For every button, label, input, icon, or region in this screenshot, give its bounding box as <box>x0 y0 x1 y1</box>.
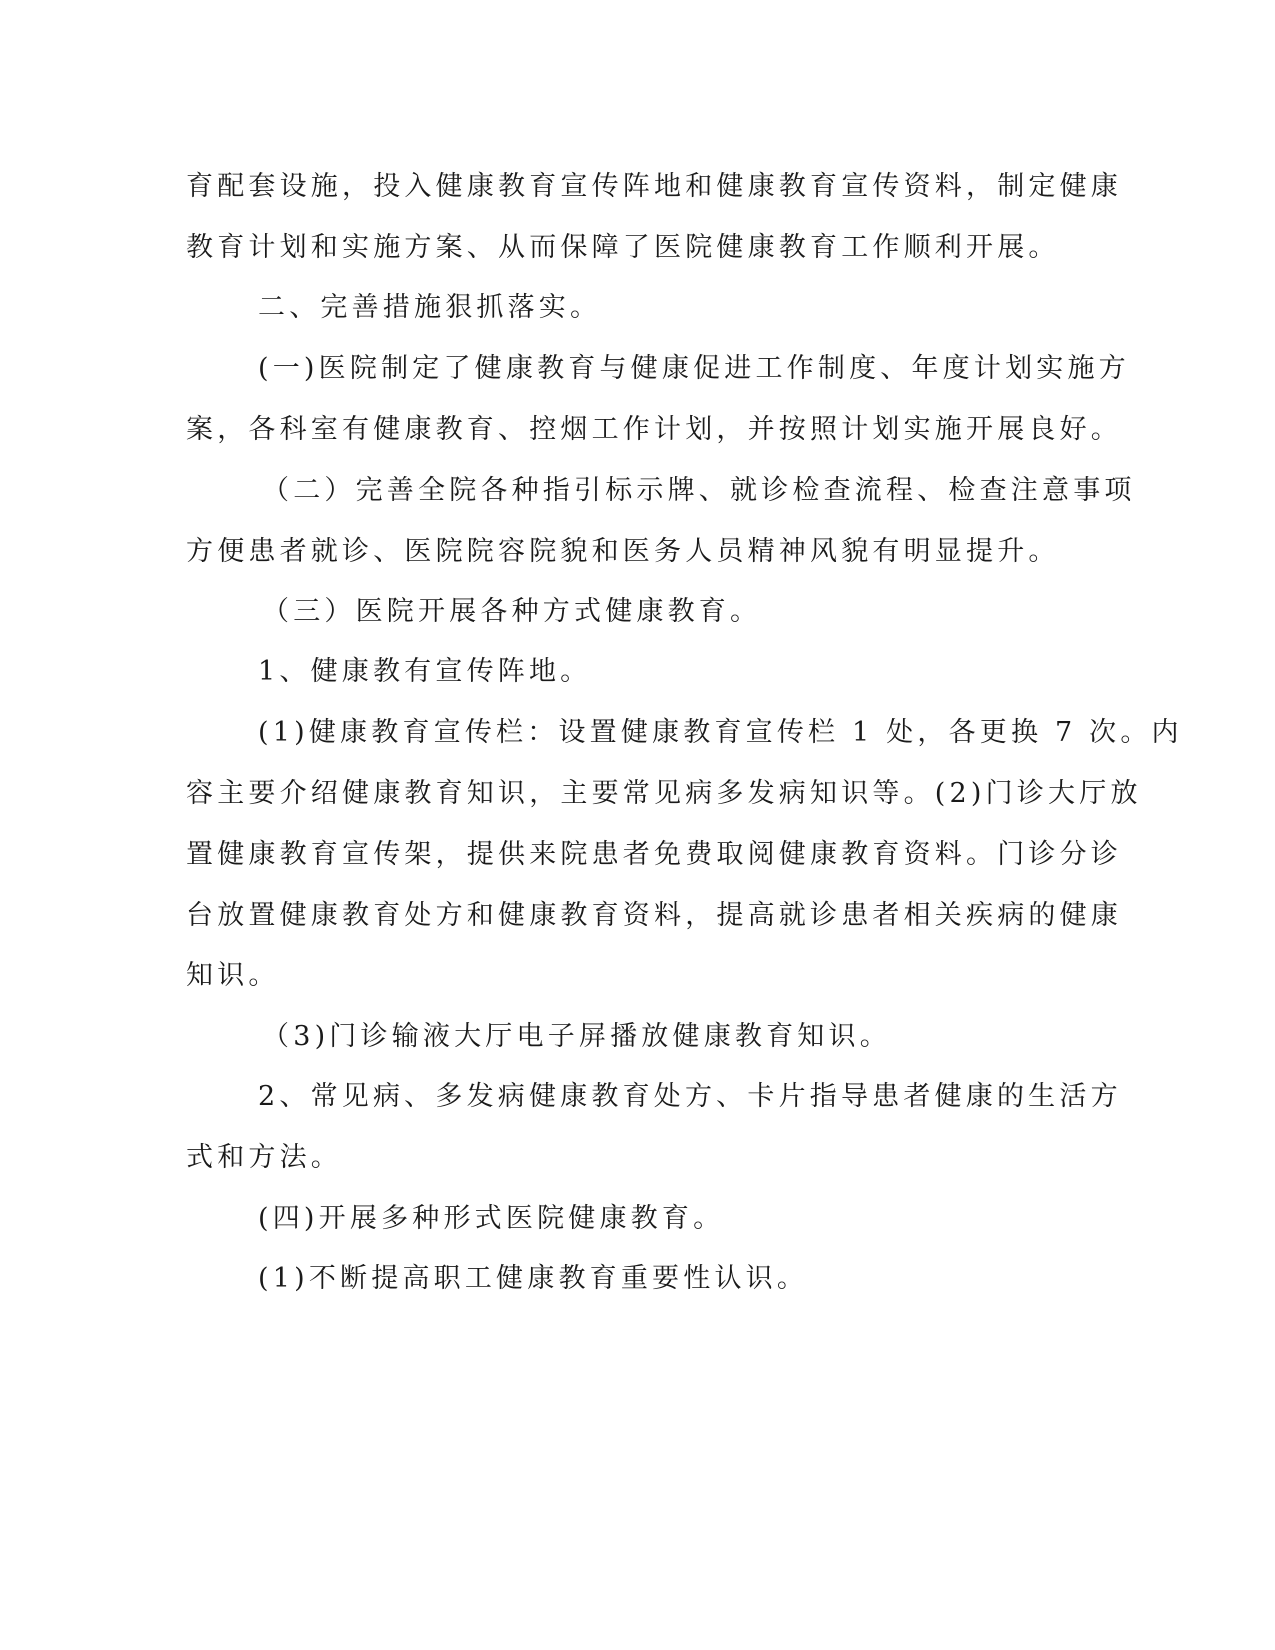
paragraph-line: 台放置健康教育处方和健康教育资料，提高就诊患者相关疾病的健康 <box>186 900 1122 931</box>
paragraph-line: 1、健康教有宣传阵地。 <box>258 656 592 687</box>
paragraph-line: 2、常见病、多发病健康教育处方、卡片指导患者健康的生活方 <box>258 1081 1122 1112</box>
paragraph-line: 案，各科室有健康教育、控烟工作计划，并按照计划实施开展良好。 <box>186 414 1122 445</box>
paragraph-line: (四)开展多种形式医院健康教育。 <box>258 1203 725 1234</box>
paragraph-line: 方便患者就诊、医院院容院貌和医务人员精神风貌有明显提升。 <box>186 536 1060 567</box>
paragraph-line: 育配套设施，投入健康教育宣传阵地和健康教育宣传资料，制定健康 <box>186 171 1122 202</box>
paragraph-line: 容主要介绍健康教育知识，主要常见病多发病知识等。(2)门诊大厅放 <box>186 778 1142 809</box>
paragraph-line: (1)健康教育宣传栏：设置健康教育宣传栏 1 处，各更换 7 次。内 <box>258 717 1183 748</box>
paragraph-line: 知识。 <box>186 960 280 991</box>
paragraph-line: 式和方法。 <box>186 1142 342 1173</box>
paragraph-line: （3)门诊输液大厅电子屏播放健康教育知识。 <box>262 1021 891 1052</box>
section-heading: 二、完善措施狠抓落实。 <box>258 292 602 323</box>
paragraph-line: (一)医院制定了健康教育与健康促进工作制度、年度计划实施方 <box>258 353 1130 384</box>
paragraph-line: 置健康教育宣传架，提供来院患者免费取阅健康教育资料。门诊分诊 <box>186 839 1122 870</box>
paragraph-line: （二）完善全院各种指引标示牌、就诊检查流程、检查注意事项 <box>262 475 1136 506</box>
paragraph-line: 教育计划和实施方案、从而保障了医院健康教育工作顺利开展。 <box>186 232 1060 263</box>
paragraph-line: （三）医院开展各种方式健康教育。 <box>262 596 762 627</box>
paragraph-line: (1)不断提高职工健康教育重要性认识。 <box>258 1263 809 1294</box>
